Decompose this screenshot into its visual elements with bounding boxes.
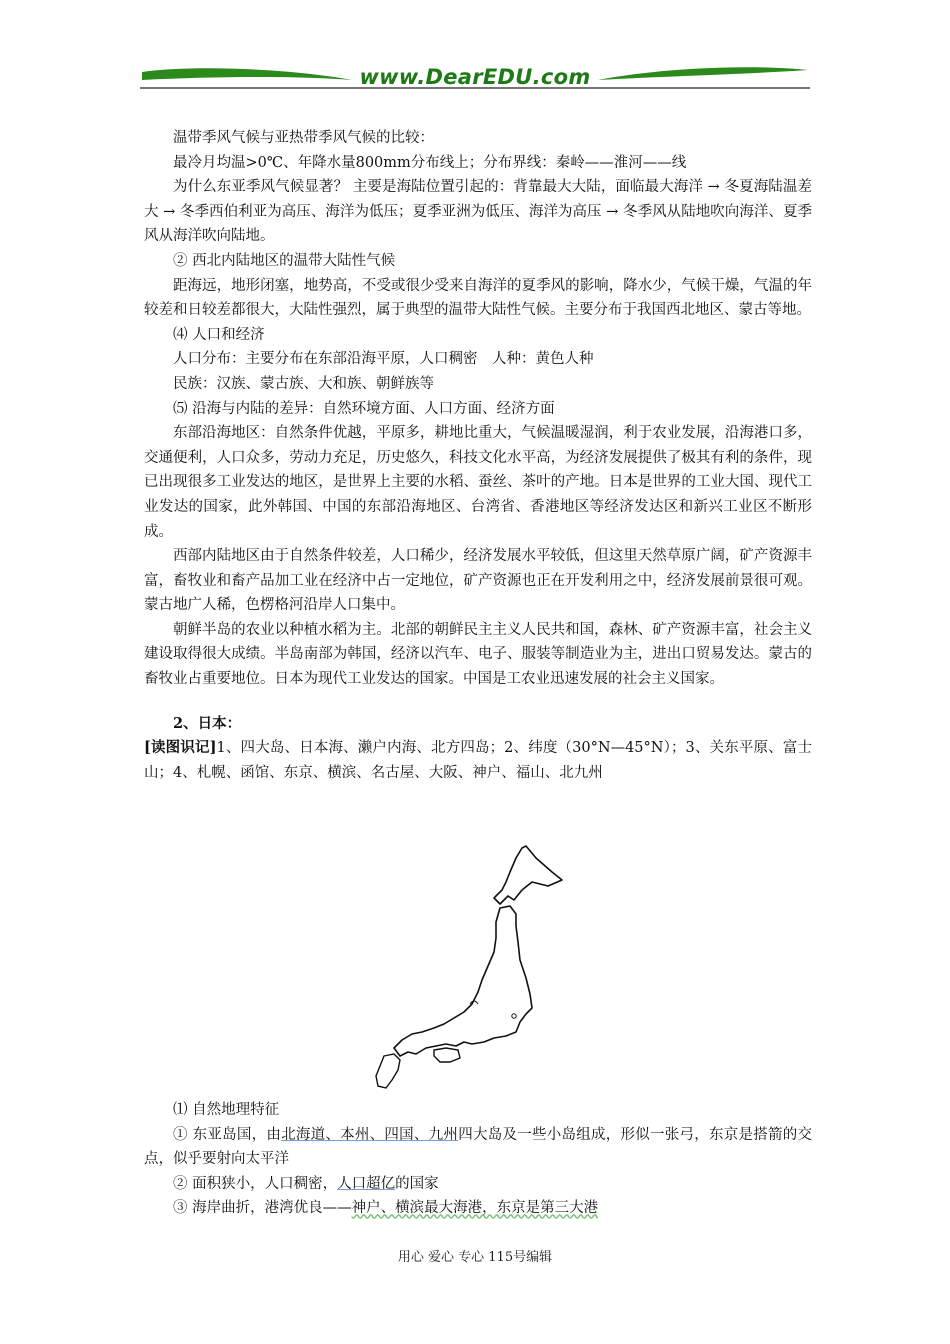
paragraph: ② 西北内陆地区的温带大陆性气候 xyxy=(173,252,396,269)
paragraph: 朝鲜半岛的农业以种植水稻为主。北部的朝鲜民主主义人民共和国，森林、矿产资源丰富，社会主义建设取得很大成绩。半岛南部为韩国，经济以汽车、电子、服装等制造业为主，进出口贸易发达。蒙古的畜牧业占重要地位。日本为现代工业发达的国家。中国是工农业迅速发展的社会主义国家。 xyxy=(144,621,812,688)
paragraph: 人口分布：主要分布在东部沿海平原，人口稠密 人种：黄色人种 xyxy=(173,351,594,368)
paragraph: 距海远，地形闭塞，地势高，不受或很少受来自海洋的夏季风的影响，降水少，气候干燥，气温的年较差和日较差都很大，大陆性强烈，属于典型的温带大陆性气候。主要分布于我国西北地区、蒙古等地。 xyxy=(144,277,812,319)
ports-underlined: 神户、横滨最大海港，东京是第三大港 xyxy=(351,1200,599,1217)
physical-geography-section xyxy=(144,1098,812,1221)
paragraph: ⑷ 人口和经济 xyxy=(173,326,265,343)
document-body xyxy=(144,126,812,785)
paragraph: 西部内陆地区由于自然条件较差，人口稀少，经济发展水平较低，但这里天然草原广阔，矿产资源丰富，畜牧业和畜产品加工业在经济中占一定地位，矿产资源也正在开发利用之中，经济发展前景很可观。蒙古地广人稀，色楞格河沿岸人口集中。 xyxy=(144,548,812,614)
map-reading-note xyxy=(144,736,812,785)
paragraph: 温带季风气候与亚热带季风气候的比较： xyxy=(173,130,434,146)
japan-outline-map xyxy=(370,842,570,1098)
paragraph: 最冷月均温>0℃、年降水量800mm分布线上；分布界线：秦岭——淮河——线 xyxy=(173,154,687,171)
page-footer: 用心 爱心 专心 115号编辑 xyxy=(397,1250,553,1265)
four-islands-underlined: 北海道、本州、四国、九州 xyxy=(281,1126,459,1143)
paragraph: 民族：汉族、蒙古族、大和族、朝鲜族等 xyxy=(173,375,434,392)
paragraph: 东部沿海地区：自然条件优越，平原多，耕地比重大，气候温暖湿润，利于农业发展，沿海港口多，交通便利，人口众多，劳动力充足，历史悠久，科技文化水平高，为经济发展提供了极其有利的条件，现已出现很多工业发达的地区，是世界上主要的水稻、蚕丝、茶叶的产地。日本是世界的工业大国、现代工业发达的国家，此外韩国、中国的东部沿海地区、台湾省、香港地区等经济发达区和新兴工业区不断形成。 xyxy=(144,425,812,540)
site-logo-text[interactable]: www.DearEDU.com xyxy=(359,65,591,89)
feature-item-2: ② 面积狭小，人口稠密，人口超亿的国家 xyxy=(173,1175,439,1192)
paragraph: ⑸ 沿海与内陆的差异：自然环境方面、人口方面、经济方面 xyxy=(173,400,555,417)
map-reading-text: 1、四大岛、日本海、濑户内海、北方四岛；2、纬度（30°N—45°N）；3、关东平原、富士山；4、札幌、函馆、东京、横滨、名古屋、大阪、神户、福山、北九州 xyxy=(144,740,812,781)
section-heading-japan: 2、日本： xyxy=(173,714,242,732)
population-underlined: 人口超亿 xyxy=(337,1175,396,1192)
map-reading-label: [读图识记] xyxy=(144,739,217,757)
subsection-title: ⑴ 自然地理特征 xyxy=(173,1102,280,1118)
site-header xyxy=(140,56,810,96)
feature-item-1: ① 东亚岛国，由北海道、本州、四国、九州四大岛及一些小岛组成，形似一张弓，东京是搭箭的交点，似乎要射向太平洋 xyxy=(144,1126,813,1168)
paragraph: 为什么东亚季风气候显著？ 主要是海陆位置引起的：背靠最大大陆，面临最大海洋 → 冬夏海陆温差大 → 冬季西伯利亚为高压、海洋为低压；夏季亚洲为低压、海洋为高压 → 冬季风从陆地吹向海洋、夏季风从海洋吹向陆地。 xyxy=(144,179,812,245)
feature-item-3: ③ 海岸曲折，港湾优良——神户、横滨最大海港，东京是第三大港 xyxy=(173,1200,599,1217)
